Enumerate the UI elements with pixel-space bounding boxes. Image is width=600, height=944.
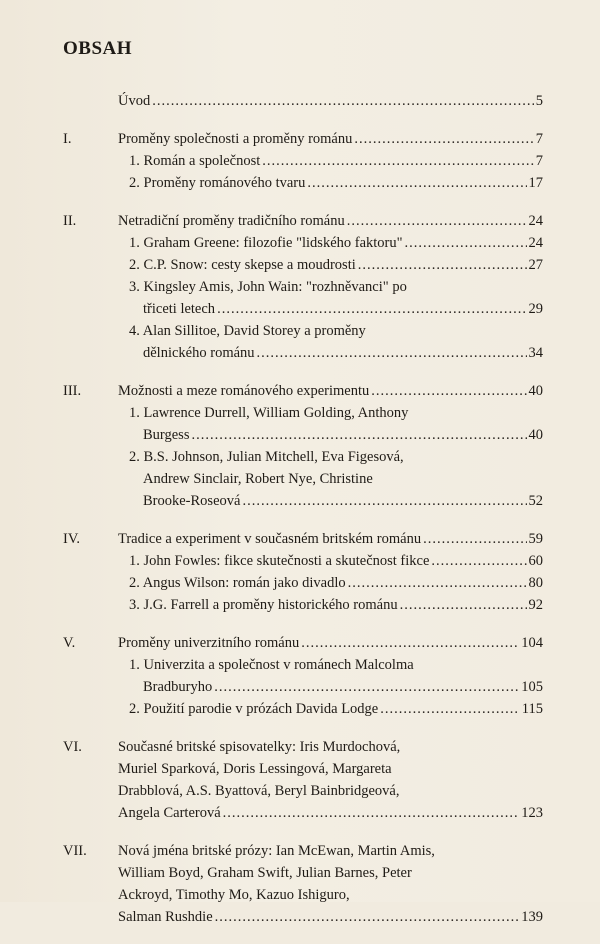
page-number: 115 xyxy=(521,701,543,717)
toc-chapter xyxy=(63,128,543,194)
page-number: 24 xyxy=(528,235,543,251)
toc-chapter xyxy=(63,736,543,824)
chapter-title xyxy=(118,736,543,824)
dot-leader xyxy=(215,906,520,928)
chapter-number: II. xyxy=(63,213,77,229)
toc-chapter xyxy=(63,210,543,364)
toc-subentry xyxy=(118,594,543,616)
toc-entry-title-line: třiceti letech xyxy=(143,301,216,317)
dot-leader xyxy=(348,572,527,594)
toc-entry-title-line: Drabblová, A.S. Byattová, Beryl Bainbridgeová, xyxy=(118,783,400,799)
toc-entry-title-line: 1. Graham Greene: filozofie "lidského faktoru" xyxy=(129,235,403,251)
page-number: 105 xyxy=(521,679,543,695)
toc-chapter xyxy=(63,380,543,512)
toc-subentry xyxy=(118,254,543,276)
toc-subentry xyxy=(118,232,543,254)
chapter-title xyxy=(118,210,543,232)
chapter-title xyxy=(118,380,543,402)
dot-leader xyxy=(262,150,533,172)
toc-subentry xyxy=(118,698,543,720)
toc-subentry xyxy=(118,320,543,364)
page-number: 40 xyxy=(528,383,543,399)
toc-entry-title-line: 3. Kingsley Amis, John Wain: "rozhněvanci" po xyxy=(129,279,407,295)
dot-leader xyxy=(257,342,527,364)
chapter-title xyxy=(118,128,543,150)
toc-entry-title-line: 1. Román a společnost xyxy=(129,153,261,169)
toc-subentry xyxy=(118,172,543,194)
toc-entry-title-line: 2. Angus Wilson: román jako divadlo xyxy=(129,575,346,591)
dot-leader xyxy=(242,490,526,512)
page-number: 59 xyxy=(528,531,543,547)
toc-entry-title-line: Angela Carterová xyxy=(118,805,221,821)
dot-leader xyxy=(152,90,534,112)
toc-entry-title-line: 1. Univerzita a společnost v románech Malcolma xyxy=(129,657,414,673)
dot-leader xyxy=(423,528,526,550)
dot-leader xyxy=(380,698,520,720)
toc-entry-title-line: 4. Alan Sillitoe, David Storey a proměny xyxy=(129,323,366,339)
toc-subentry xyxy=(118,572,543,594)
toc-entry-title-line: 1. John Fowles: fikce skutečnosti a skutečnost fikce xyxy=(129,553,430,569)
toc-entry-title-line: Netradiční proměny tradičního románu xyxy=(118,213,345,229)
chapter-number: I. xyxy=(63,131,72,147)
dot-leader xyxy=(358,254,527,276)
toc-subentry xyxy=(118,446,543,512)
dot-leader xyxy=(431,550,526,572)
toc-subentry xyxy=(118,550,543,572)
page-number: 34 xyxy=(528,345,543,361)
dot-leader xyxy=(223,802,520,824)
toc-entry-title-line: 1. Lawrence Durrell, William Golding, Anthony xyxy=(129,405,409,421)
toc-entry-title-line: William Boyd, Graham Swift, Julian Barnes, Peter xyxy=(118,865,412,881)
toc-entry-title-line: 2. C.P. Snow: cesty skepse a moudrosti xyxy=(129,257,356,273)
toc-entry-title-line: Andrew Sinclair, Robert Nye, Christine xyxy=(143,471,373,487)
chapter-number: VI. xyxy=(63,739,82,755)
dot-leader xyxy=(354,128,533,150)
dot-leader xyxy=(400,594,527,616)
page-number: 40 xyxy=(528,427,543,443)
toc-chapter xyxy=(63,528,543,616)
chapter-title xyxy=(118,528,543,550)
toc-entry-title-line: 3. J.G. Farrell a proměny historického románu xyxy=(129,597,398,613)
toc-entry-title-line: Proměny společnosti a proměny románu xyxy=(118,131,353,147)
dot-leader xyxy=(217,298,526,320)
page-number: 92 xyxy=(528,597,543,613)
toc-entry-title-line: Salman Rushdie xyxy=(118,909,213,925)
page-number: 60 xyxy=(528,553,543,569)
toc-entry-title-line: Muriel Sparková, Doris Lessingová, Margareta xyxy=(118,761,392,777)
page-number: 17 xyxy=(528,175,543,191)
toc-entry-title-line: dělnického románu xyxy=(143,345,255,361)
dot-leader xyxy=(405,232,527,254)
toc-subentry xyxy=(118,276,543,320)
toc-subentry xyxy=(118,402,543,446)
page-number: 139 xyxy=(521,909,543,925)
page-number: 123 xyxy=(521,805,543,821)
page-number: 29 xyxy=(528,301,543,317)
page-number: 5 xyxy=(535,93,543,109)
page-number: 104 xyxy=(521,635,543,651)
toc-entry-title-line: Současné britské spisovatelky: Iris Murdochová, xyxy=(118,739,401,755)
toc-entry-title-line: Nová jména britské prózy: Ian McEwan, Martin Amis, xyxy=(118,843,435,859)
page-number: 27 xyxy=(528,257,543,273)
chapter-number: IV. xyxy=(63,531,81,547)
toc-entry-title-line: Bradburyho xyxy=(143,679,213,695)
toc-entry-title-line: Brooke-Roseová xyxy=(143,493,241,509)
toc-entry-title-line: Tradice a experiment v současném britském románu xyxy=(118,531,422,547)
dot-leader xyxy=(307,172,526,194)
toc-entry-title-line: 2. Proměny románového tvaru xyxy=(129,175,306,191)
toc-entry-title-line: Možnosti a meze románového experimentu xyxy=(118,383,370,399)
toc-subentry xyxy=(118,150,543,172)
chapter-number: III. xyxy=(63,383,82,399)
toc-entry-title-line: Burgess xyxy=(143,427,190,443)
dot-leader xyxy=(191,424,526,446)
chapter-number: VII. xyxy=(63,843,87,859)
toc-entry-title-line: 2. B.S. Johnson, Julian Mitchell, Eva Figesová, xyxy=(129,449,404,465)
toc-entry-title-line: Proměny univerzitního románu xyxy=(118,635,300,651)
table-of-contents xyxy=(63,90,543,944)
toc-entry-title-line: Ackroyd, Timothy Mo, Kazuo Ishiguro, xyxy=(118,887,350,903)
page-number: 52 xyxy=(528,493,543,509)
dot-leader xyxy=(301,632,519,654)
toc-chapter xyxy=(63,840,543,928)
toc-chapter xyxy=(63,632,543,720)
page-title: OBSAH xyxy=(63,38,133,59)
page-number: 7 xyxy=(535,153,543,169)
toc-entry-title: Úvod xyxy=(118,93,151,109)
toc-intro xyxy=(63,90,543,112)
dot-leader xyxy=(214,676,519,698)
toc-entry-title-line: 2. Použití parodie v prózách Davida Lodge xyxy=(129,701,379,717)
dot-leader xyxy=(371,380,526,402)
chapter-title xyxy=(118,632,543,654)
chapter-number: V. xyxy=(63,635,76,651)
page-number: 80 xyxy=(528,575,543,591)
toc-subentry xyxy=(118,654,543,698)
chapter-title xyxy=(118,840,543,928)
page-number: 7 xyxy=(535,131,543,147)
dot-leader xyxy=(347,210,527,232)
page-number: 24 xyxy=(528,213,543,229)
